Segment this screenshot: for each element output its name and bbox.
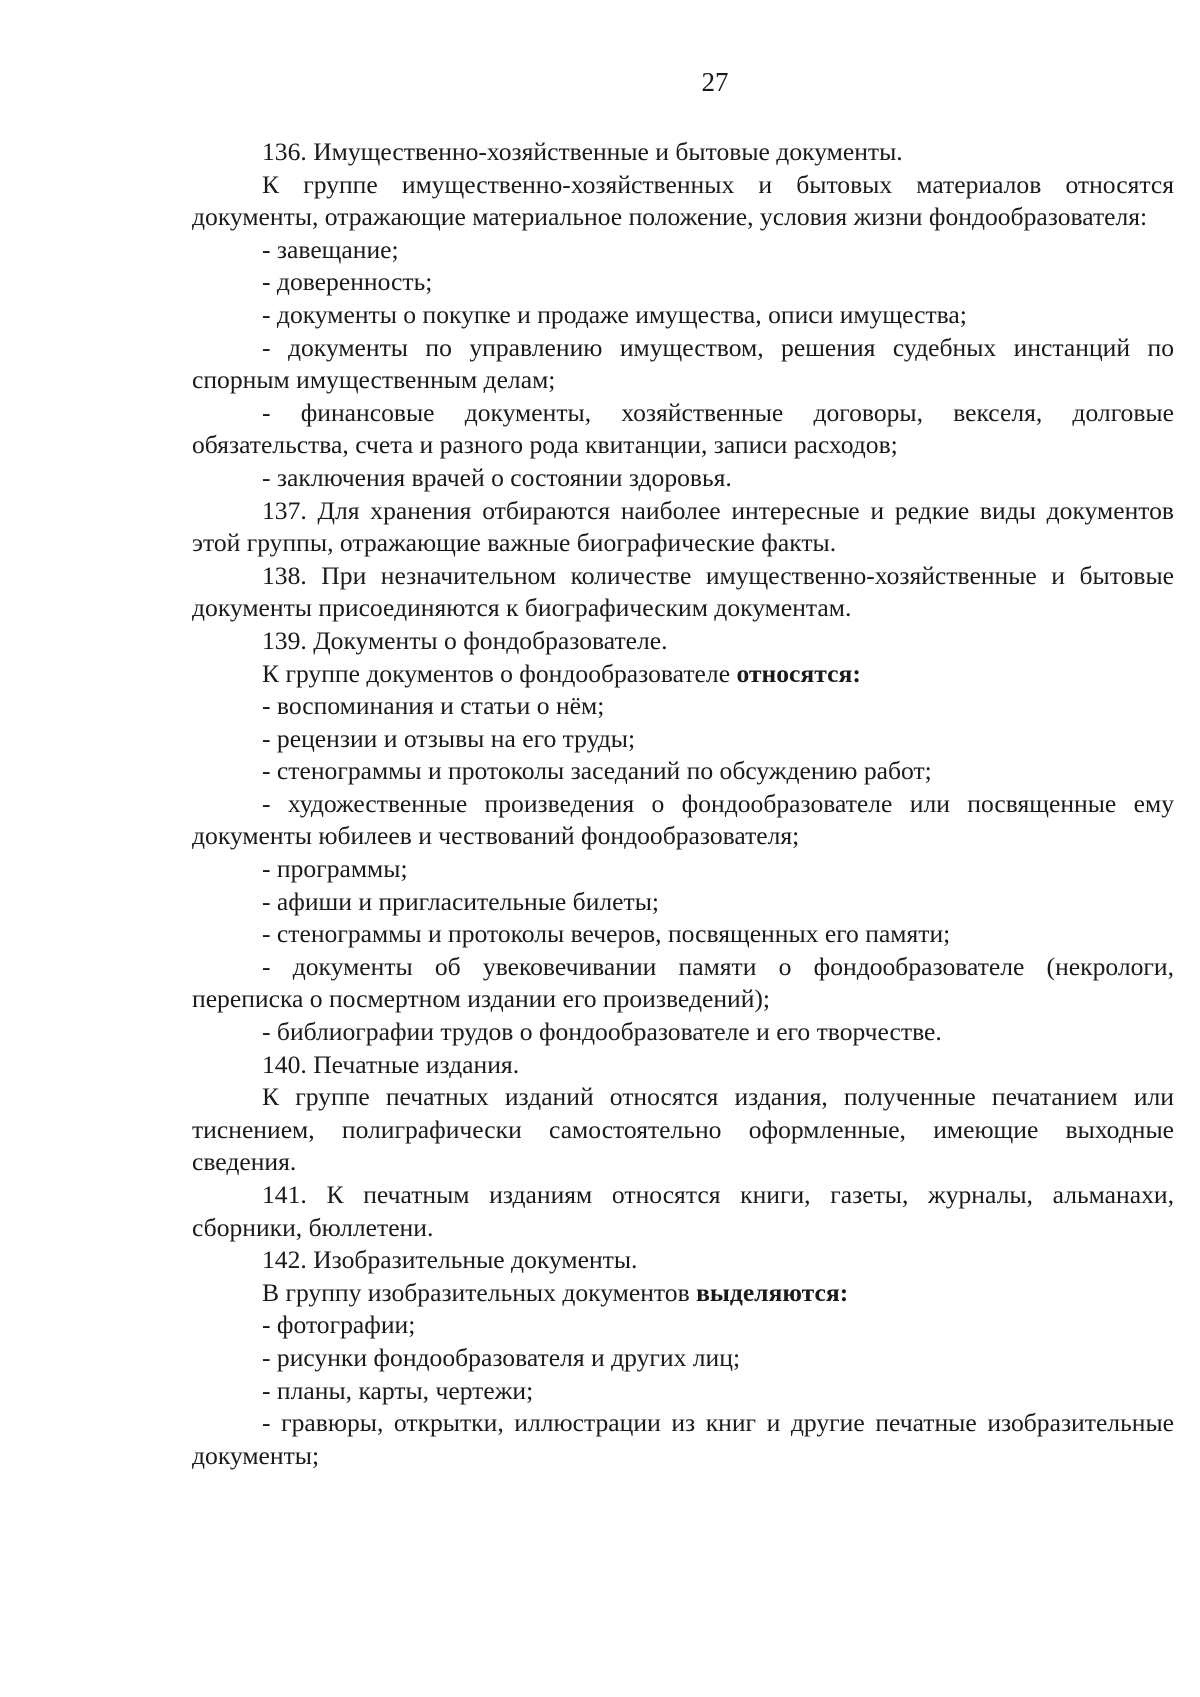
list-item: - стенограммы и протоколы заседаний по обсуждению работ; — [262, 756, 932, 786]
paragraph-139-intro-bold: относятся: — [736, 658, 861, 688]
paragraph-140-heading: 140. Печатные издания. — [262, 1049, 520, 1079]
list-item: - планы, карты, чертежи; — [262, 1375, 534, 1405]
list-item: - гравюры, открытки, иллюстрации из книг и другие печатные изобразительные документы; — [192, 1408, 1174, 1470]
list-item: - финансовые документы, хозяйственные договоры, векселя, долговые обязательства, счета и разного рода квитанции, записи расходов; — [192, 397, 1174, 460]
list-item: - воспоминания и статьи о нём; — [262, 691, 605, 721]
paragraph-139-intro-text: К группе документов о фондообразователе — [262, 658, 737, 688]
paragraph-140-intro: К группе печатных изданий относятся издания, полученные печатанием или тиснением, полиграфически самостоятельно оформленные, имеющие выходные сведения. — [192, 1082, 1174, 1177]
list-item: - программы; — [262, 854, 408, 884]
list-item: - фотографии; — [262, 1310, 416, 1340]
paragraph-136-heading: 136. Имущественно-хозяйственные и бытовые документы. — [262, 137, 903, 166]
paragraph-138: 138. При незначительном количестве имущественно-хозяйственные и бытовые документы присоединяются к биографическим документам. — [192, 560, 1174, 623]
paragraph-142-intro — [192, 1277, 1174, 1310]
list-item: - документы по управлению имуществом, решения судебных инстанций по спорным имущественным делам; — [192, 332, 1174, 395]
list-item: - афиши и пригласительные билеты; — [262, 886, 660, 916]
document-body — [192, 136, 1174, 1472]
list-item: - заключения врачей о состоянии здоровья. — [262, 462, 732, 492]
paragraph-141: 141. К печатным изданиям относятся книги, газеты, журналы, альманахи, сборники, бюллетени. — [192, 1180, 1174, 1242]
paragraph-142-intro-bold: выделяются: — [696, 1277, 849, 1307]
paragraph-142-intro-text: В группу изобразительных документов — [262, 1277, 697, 1307]
paragraph-139-heading: 139. Документы о фондобразователе. — [262, 625, 668, 655]
paragraph-136-intro: К группе имущественно-хозяйственных и бытовых материалов относятся документы, отражающие материальное положение, условия жизни фондообразователя: — [192, 169, 1174, 232]
paragraph-142-heading: 142. Изобразительные документы. — [262, 1245, 638, 1275]
list-item: - рисунки фондообразователя и других лиц; — [262, 1342, 741, 1372]
list-item: - рецензии и отзывы на его труды; — [262, 723, 636, 753]
page-number: 27 — [701, 67, 729, 97]
list-item: - библиографии трудов о фондообразователе и его творчестве. — [262, 1017, 942, 1047]
paragraph-139-intro — [192, 658, 1174, 691]
list-item: - документы о покупке и продаже имущества, описи имущества; — [262, 299, 967, 329]
list-item: - документы об увековечивании памяти о фондообразователе (некрологи, переписка о посмертном издании его произведений); — [192, 951, 1174, 1014]
paragraph-137: 137. Для хранения отбираются наиболее интересные и редкие виды документов этой группы, отражающие важные биографические факты. — [192, 495, 1174, 558]
list-item: - доверенность; — [262, 267, 433, 297]
list-item: - стенограммы и протоколы вечеров, посвященных его памяти; — [262, 919, 951, 949]
list-item: - художественные произведения о фондообразователе или посвященные ему документы юбилеев и чествований фондообразователя; — [192, 788, 1174, 851]
list-item: - завещание; — [262, 234, 399, 264]
